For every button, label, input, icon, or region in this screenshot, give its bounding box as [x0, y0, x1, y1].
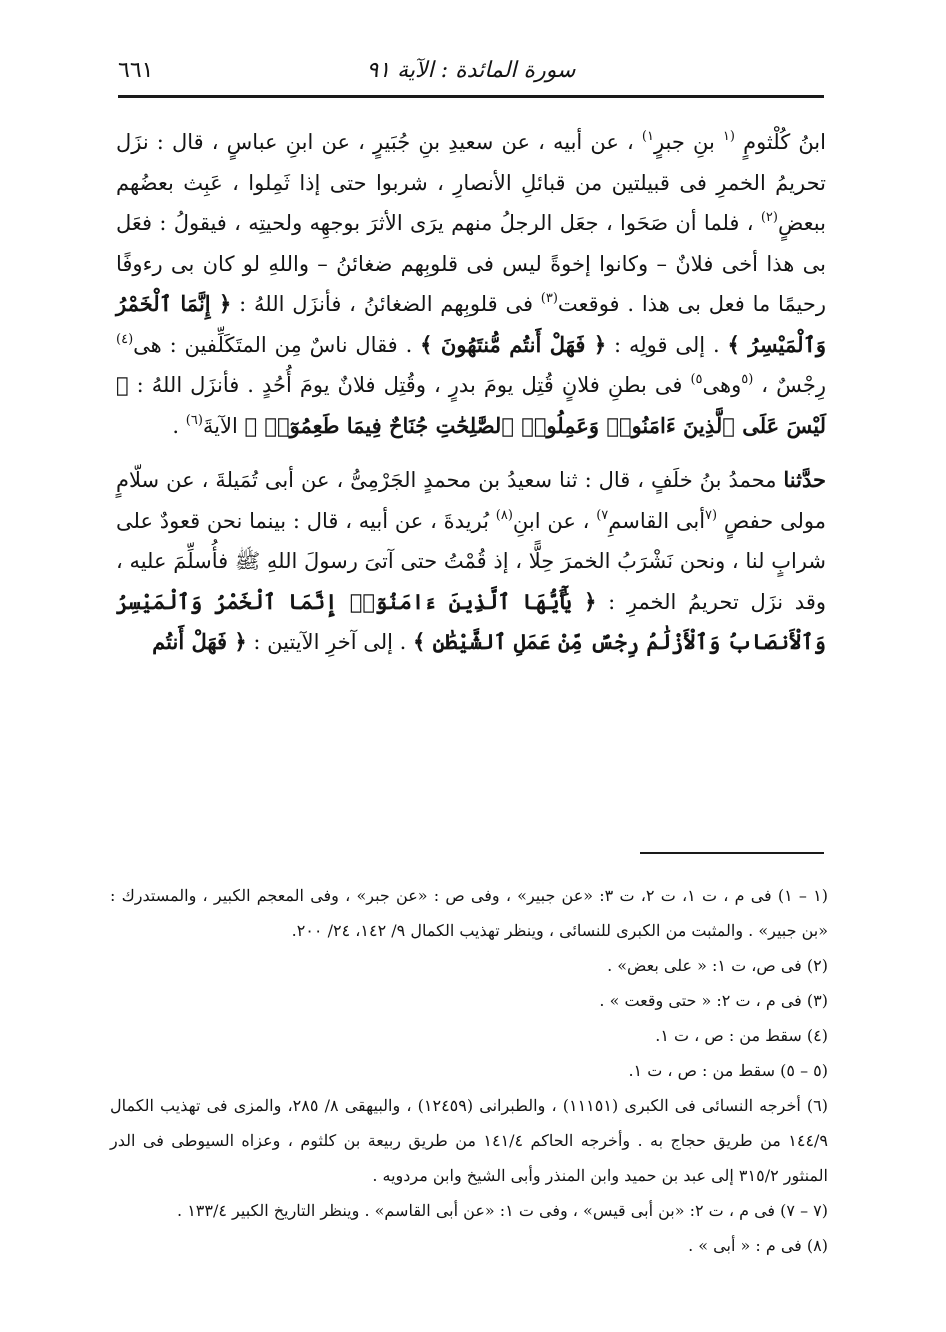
footnote-ref: ٥)	[690, 372, 703, 387]
text-run: بنِ جبرٍ	[653, 130, 723, 154]
footnote: (٤) سقط من : ص ، ت ١.	[655, 1026, 828, 1045]
footnote-ref: (٢)	[760, 210, 778, 225]
quran-verse: ﴿ فَهَلْ أَنتُم	[152, 629, 247, 654]
text-run: . إلى قولِه :	[606, 332, 728, 357]
quran-verse: ﴿ لَيْسَ عَلَى ٱلَّذِينَ ءَامَنُوا۟ وَعَمِلُوا۟ ٱلصَّٰلِحَٰتِ جُنَاحٌ فِيمَا طَعِمُوٓا۟ ﴾	[116, 372, 826, 438]
text-run: فى قلوبِهم الضغائنُ ، فأنزَل اللهُ :	[231, 292, 541, 316]
footnote: (٨) فى م : « أبى » .	[688, 1236, 828, 1255]
text-run: .	[172, 413, 186, 438]
quran-verse: ﴿ يَٰٓأَيُّهَا ٱلَّذِينَ ءَامَنُوٓا۟ إِنَّمَا ٱلْخَمْرُ وَٱلْمَيْسِرُ وَٱلْأَنصَابُ وَٱلْأَزْلَٰمُ رِجْسٌ مِّنْ عَمَلِ ٱلشَّيْطَٰنِ ﴾	[116, 588, 826, 654]
footnote-separator	[640, 852, 824, 854]
footnote-ref: (٦)	[185, 412, 203, 428]
quran-verse: ﴿ فَهَلْ أَنتُم مُّنتَهُونَ ﴾	[420, 331, 607, 357]
footnote: (٧ – ٧) فى م ، ت ٢: «بن أبى قيس» ، وفى ت ١: «عن أبى القاسم» . وينظر التاريخ الكبير ١٣٣/٤ .	[177, 1201, 828, 1220]
footnote-ref: ٧)	[596, 507, 609, 523]
footnote-ref: ١)	[641, 129, 654, 144]
text-run: . إلى آخرِ الآيتين :	[246, 630, 413, 654]
footnote-ref: (٥	[741, 372, 754, 387]
footnote-ref: (١	[722, 129, 735, 144]
running-header	[118, 52, 824, 92]
running-title: سورة المائدة : الآية ٩١	[366, 58, 576, 83]
footnotes	[110, 878, 828, 1263]
main-text	[116, 122, 826, 663]
header-rule	[118, 95, 824, 98]
text-run: رِجْسٌ ،	[753, 373, 826, 397]
footnote: (٣) فى م ، ت ٢: « حتى وقعت » .	[599, 991, 828, 1010]
page-number: ٦٦١	[118, 58, 154, 83]
paragraph-1	[116, 122, 826, 446]
text-run: ، عن ابنِ	[512, 508, 597, 533]
narration-lead: حدَّثنا	[783, 467, 826, 492]
text-run: فى بطنِ فلانٍ قُتِل يومَ بدرٍ ، وقُتِل فلانٌ يومَ أُحُدٍ . فأنزَل اللهُ :	[128, 373, 691, 397]
paragraph-2	[116, 460, 826, 663]
footnote: (٢) فى ص، ت ١: « على بعض» .	[607, 956, 828, 975]
quran-verse: ﴿ إِنَّمَا ٱلْخَمْرُ وَٱلْمَيْسِرُ ﴾	[116, 291, 826, 357]
footnote-ref: (٤)	[116, 331, 134, 347]
footnote-ref: (٧	[705, 507, 718, 523]
text-run: ، عن أبيه ، عن سعيدِ بنِ جُبَيرٍ ، عن ابنِ عباسٍ ، قال : نزَل تحريمُ الخمرِ فى قبيلتين من قبائلِ الأنصارِ ، شربوا حتى إذا ثَمِلوا ، عَبِث بعضُهم ببعضٍ	[116, 130, 826, 235]
footnote-ref: (٣)	[540, 291, 558, 306]
text-run: بُريدةَ ، عن أبيه ، قال : بينما نحن قعودٌ على شرابٍ لنا ، ونحن نَشْرَبُ الخمرَ حِلًّا ، إذ قُمْتُ حتى آتىَ رسولَ اللهِ ﷺ فأُسلِّمَ عليه ، وقد نزَل تحريمُ الخمرِ :	[116, 508, 827, 614]
text-run: الآيةَ	[202, 413, 245, 438]
text-run: . فقال ناسٌ مِن المتَكَلِّفين : هى	[133, 332, 421, 357]
footnote: (١ – ١) فى م ، ت ١، ت ٢، ت ٣: «عن جبير» ، وفى ص : «عن جبر» ، وفى المعجم الكبير ، والمستدرك : «بن جبير» . والمثبت من الكبرى للنسائى ، وينظر تهذيب الكمال ٩/ ١٤٢، ٢٤/ ٢٠٠.	[110, 886, 828, 940]
footnote-ref: (٨)	[495, 507, 513, 523]
text-run: أبى القاسمِ	[608, 508, 706, 533]
footnote: (٦) أخرجه النسائى فى الكبرى (١١١٥١) ، والطبرانى (١٢٤٥٩) ، والبيهقى ٨/ ٢٨٥، والمزى فى تهذيب الكمال ١٤٤/٩ من طريق حجاج به . وأخرجه الحاكم ١٤١/٤ من طريق ربيعة بن كلثوم ، وعزاه السيوطى فى الدر المنثور ٣١٥/٢ إلى عبد بن حميد وابن المنذر وأبى الشيخ وابن مردويه .	[110, 1096, 829, 1185]
footnote: (٥ – ٥) سقط من : ص ، ت ١.	[628, 1061, 828, 1080]
text-run: وهى	[702, 373, 742, 397]
text-run: محمدُ بنُ خلَفٍ ، قال : ثنا سعيدُ بن محمدٍ الجَرْمِىُّ ، عن أبى تُمَيلةَ ، عن سلّامٍ مولى حفصٍ	[116, 468, 826, 533]
text-run: ، فلما أن صَحَوا ، جعَل الرجلُ منهم يرَى الأثرَ بوجهِه ولحيتِه ، فيقولُ : فعَل بى هذا أخى فلانٌ – وكانوا إخوةً ليس فى قلوبِهم ضغائنُ – واللهِ لو كان بى رءوفًا رحيمًا ما فعل بى هذا . فوقعت	[116, 211, 826, 316]
text-run: ابنُ كُلْثومٍ	[734, 130, 826, 154]
